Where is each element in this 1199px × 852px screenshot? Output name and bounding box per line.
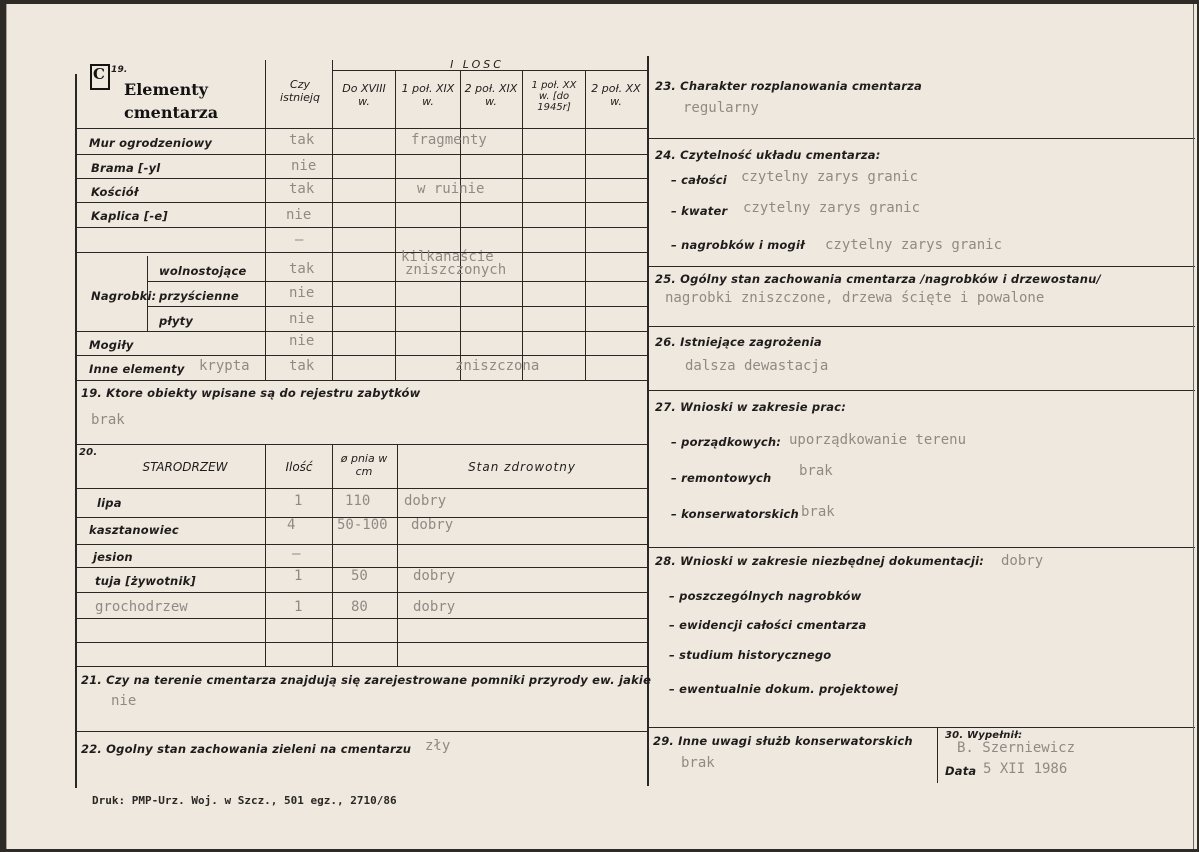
row-wolnostojace-czy: tak <box>289 261 315 277</box>
row-blank-czy: – <box>295 232 304 248</box>
q28-item: – ewidencji całości cmentarza <box>669 618 867 632</box>
q24-kwater: czytelny zarys granic <box>743 200 921 216</box>
grid-line <box>647 547 1195 548</box>
tree-row-pnia: 80 <box>351 599 368 615</box>
section-number: 19. <box>111 65 128 75</box>
q21-label: 21. Czy na terenie cmentarza znajdują się zarejestrowane pomniki przyrody ew. jakie <box>81 673 652 687</box>
row-przyscienne-label: przyścienne <box>159 289 239 303</box>
tree-row-ilosc: 1 <box>294 599 303 615</box>
row-mur-czy: tak <box>289 132 315 148</box>
grid-line <box>265 444 266 666</box>
grid-line <box>75 227 647 228</box>
q26-label: 26. Istniejące zagrożenia <box>655 335 822 349</box>
grid-line <box>585 70 586 380</box>
q27-kons-label: – konserwatorskich <box>671 507 799 521</box>
q27-rem: brak <box>799 463 833 479</box>
grid-line <box>75 488 647 489</box>
sheet-edge <box>1193 4 1194 849</box>
q29-label: 29. Inne uwagi służb konserwatorskich <box>653 734 913 748</box>
title-line1: Elementy <box>124 80 208 99</box>
title-line2: cmentarza <box>124 103 219 122</box>
row-kaplica-czy: nie <box>286 207 312 223</box>
q26-answer: dalsza dewastacja <box>685 358 829 374</box>
grid-line <box>647 266 1195 267</box>
q23-answer: regularny <box>683 100 759 116</box>
grid-line <box>647 138 1195 139</box>
tree-row-pnia: 50 <box>351 568 368 584</box>
q30-data-label: Data <box>945 764 977 778</box>
starodrzew-header-ilosc: Ilość <box>285 460 313 474</box>
grid-line <box>75 252 647 253</box>
tree-row-pnia: 110 <box>345 493 371 509</box>
q28-label: 28. Wnioski w zakresie niezbędnej dokumentacji: <box>655 554 985 568</box>
grid-line <box>147 306 647 307</box>
grid-line <box>647 727 1195 728</box>
row-kosciol-label: Kościół <box>91 185 139 199</box>
row-mogily-czy: nie <box>289 333 315 349</box>
grid-line <box>395 70 396 380</box>
inventory-card <box>6 4 1197 849</box>
grid-line <box>332 60 333 380</box>
grid-line <box>75 642 647 643</box>
grid-line <box>75 444 647 445</box>
print-footer: Druk: PMP-Urz. Woj. w Szcz., 501 egz., 2710/86 <box>92 794 397 807</box>
grid-line <box>75 544 647 545</box>
grid-line <box>75 154 647 155</box>
q24-label: 24. Czytelność układu cmentarza: <box>655 148 881 162</box>
tree-row-stan: dobry <box>404 493 447 509</box>
tree-row-ilosc: 4 <box>287 517 296 533</box>
row-brama-label: Brama [-yl <box>91 161 161 175</box>
tree-row-ilosc: – <box>292 546 301 562</box>
tree-row-ilosc: 1 <box>294 493 303 509</box>
tree-row-ilosc: 1 <box>294 568 303 584</box>
col-2pol20-header: 2 poł. XX w. <box>591 82 641 108</box>
starodrzew-header-pnia: ø pnia w cm <box>340 452 388 478</box>
grid-line <box>332 444 333 666</box>
grid-line <box>397 444 398 666</box>
q28-item: – studium historycznego <box>669 648 832 662</box>
row-inne-note: zniszczona <box>455 358 540 374</box>
row-przyscienne-czy: nie <box>289 285 315 301</box>
q24-calosci: czytelny zarys granic <box>741 169 919 185</box>
nagrobki-label: Nagrobki: <box>91 289 157 303</box>
row-inne-label: Inne elementy <box>89 362 185 376</box>
starodrzew-header-name: STARODRZEW <box>142 460 228 474</box>
col-1pol19-header: 1 poł. XIX w. <box>401 82 455 108</box>
tree-row-name: kasztanowiec <box>89 523 179 537</box>
row-inne-typed: krypta <box>199 358 250 374</box>
q23-label: 23. Charakter rozplanowania cmentarza <box>655 79 922 93</box>
grid-line <box>75 355 647 356</box>
left-outer-border <box>75 74 77 788</box>
row-kosciol-czy: tak <box>289 181 315 197</box>
tree-row-pnia: 50-100 <box>337 517 388 533</box>
grid-line <box>75 666 647 667</box>
col-2pol19-header: 2 poł. XIX w. <box>464 82 518 108</box>
q27-rem-label: – remontowych <box>671 471 772 485</box>
q19-label: 19. Ktore obiekty wpisane są do rejestru zabytków <box>81 386 421 400</box>
q27-porz-label: – porządkowych: <box>671 435 782 449</box>
grid-line <box>75 592 647 593</box>
q27-porz: uporządkowanie terenu <box>789 432 967 448</box>
grid-line <box>75 731 647 732</box>
q27-label: 27. Wnioski w zakresie prac: <box>655 400 846 414</box>
q21-answer: nie <box>111 693 137 709</box>
q28-item: – ewentualnie dokum. projektowej <box>669 682 899 696</box>
q27-kons: brak <box>801 504 835 520</box>
grid-line <box>75 618 647 619</box>
q22-label: 22. Ogolny stan zachowania zieleni na cmentarzu <box>81 742 412 756</box>
row-inne-czy: tak <box>289 358 315 374</box>
col-do18-header: Do XVIII w. <box>342 82 386 108</box>
tree-row-name: grochodrzew <box>95 599 188 615</box>
row-brama-czy: nie <box>291 158 317 174</box>
col-czy-header: Czy istniejq <box>280 78 320 104</box>
row-wolnostojace-label: wolnostojące <box>159 264 247 278</box>
row-plyty-czy: nie <box>289 311 315 327</box>
q28-item: – poszczególnych nagrobków <box>669 589 862 603</box>
tree-row-name: tuja [żywotnik] <box>95 574 196 588</box>
ilosc-header: I LOSC <box>450 58 504 71</box>
q29-answer: brak <box>681 755 715 771</box>
grid-line <box>75 202 647 203</box>
grid-line <box>75 331 647 332</box>
q30-date: 5 XII 1986 <box>983 761 1068 777</box>
grid-line <box>937 727 938 783</box>
q25-answer: nagrobki zniszczone, drzewa ścięte i powalone <box>665 290 1045 306</box>
grid-line <box>647 390 1195 391</box>
q22-answer: zły <box>425 738 451 754</box>
grid-line <box>522 70 523 380</box>
grid-line <box>147 281 647 282</box>
row-kaplica-label: Kaplica [-e] <box>91 209 168 223</box>
tree-row-stan: dobry <box>413 599 456 615</box>
starodrzew-header-stan: Stan zdrowotny <box>468 460 576 474</box>
row-wolnostojace-note2: zniszczonych <box>405 262 507 278</box>
grid-line <box>75 178 647 179</box>
row-mur-label: Mur ogrodzeniowy <box>89 136 213 150</box>
grid-line <box>75 128 647 129</box>
q25-label: 25. Ogólny stan zachowania cmentarza /nagrobków i drzewostanu/ <box>655 272 1101 286</box>
tree-row-name: jesion <box>93 550 133 564</box>
q24-kwater-label: – kwater <box>671 204 728 218</box>
row-wolnostojace-note1: kilkanaście <box>401 249 494 265</box>
q19-answer: brak <box>91 412 125 428</box>
tree-row-stan: dobry <box>413 568 456 584</box>
starodrzew-number: 20. <box>79 447 98 458</box>
section-letter: C <box>93 65 105 83</box>
q24-nagrobkow: czytelny zarys granic <box>825 237 1003 253</box>
row-kosciol-note: w ruinie <box>417 181 485 197</box>
tree-row-name: lipa <box>97 496 122 510</box>
q24-nagrobkow-label: – nagrobków i mogił <box>671 238 805 252</box>
q24-calosci-label: – całości <box>671 173 727 187</box>
col-1pol20-header: 1 poł. XX w. [do 1945r] <box>531 80 577 113</box>
grid-line <box>460 70 461 380</box>
q30-label: 30. Wypełnił: <box>945 730 1023 741</box>
grid-line <box>647 326 1195 327</box>
grid-line <box>75 380 647 381</box>
q28-answer: dobry <box>1001 553 1044 569</box>
row-plyty-label: płyty <box>159 314 194 328</box>
q30-name: B. Szerniewicz <box>957 740 1076 756</box>
row-mur-note: fragmenty <box>411 132 487 148</box>
tree-row-stan: dobry <box>411 517 454 533</box>
grid-line <box>265 60 266 380</box>
row-mogily-label: Mogiły <box>89 338 134 352</box>
